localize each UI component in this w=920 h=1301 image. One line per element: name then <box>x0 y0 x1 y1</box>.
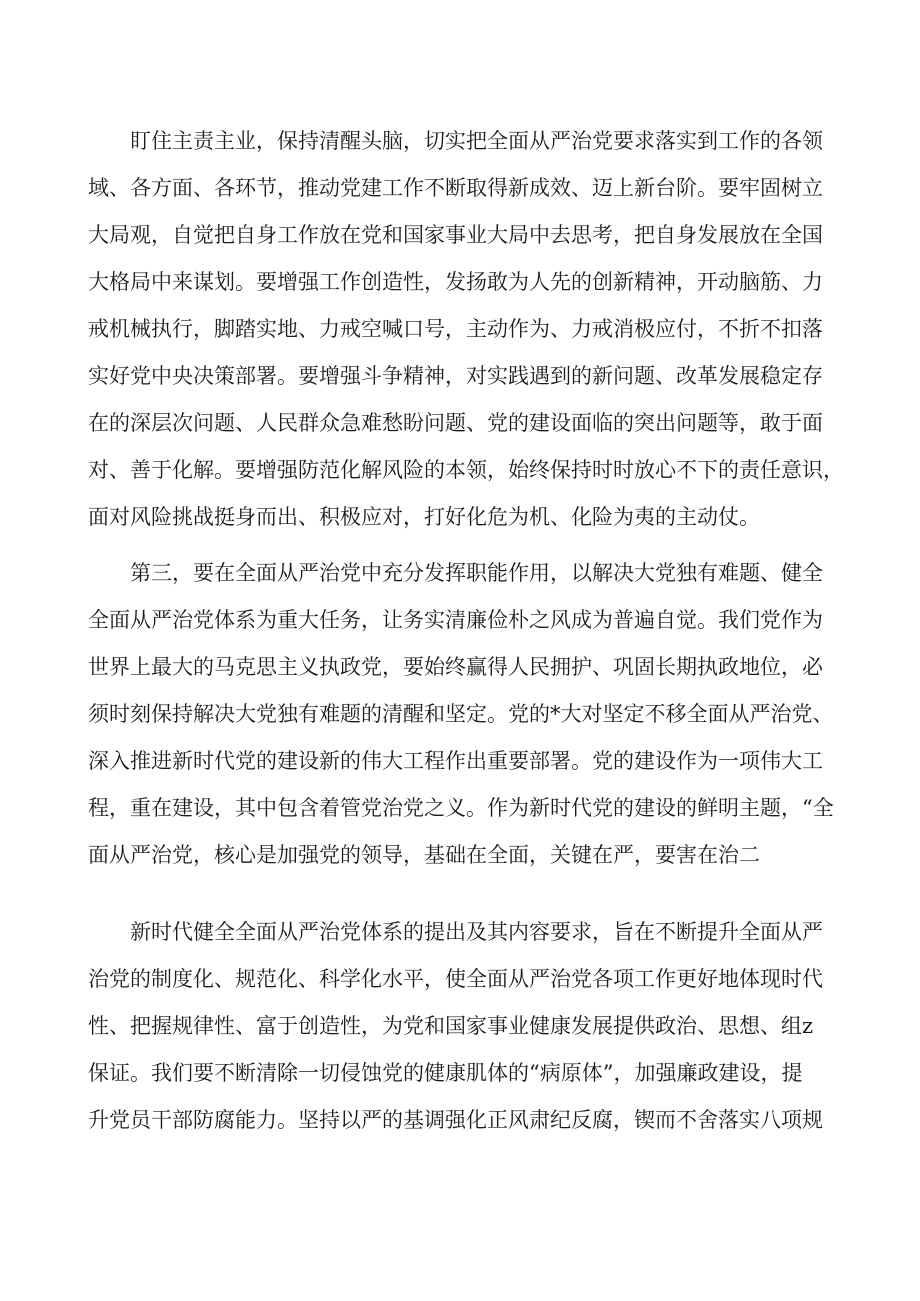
paragraph-3-line-2: 治党的制度化、规范化、科学化水平，使全面从严治党各项工作更好地体现时代 <box>88 967 823 991</box>
paragraph-1-line-7: 在的深层次问题、人民群众急难愁盼问题、党的建设面临的突出问题等，敢于面 <box>88 411 823 435</box>
paragraph-2-line-7: 面从严治党，核心是加强党的领导，基础在全面，关键在严，要害在治二 <box>88 843 760 867</box>
paragraph-2-line-1: 第三，要在全面从严治党中充分发挥职能作用，以解决大党独有难题、健全 <box>130 561 823 585</box>
paragraph-1-line-2: 域、各方面、各环节，推动党建工作不断取得新成效、迈上新台阶。要牢固树立 <box>88 176 823 200</box>
paragraph-1-line-6: 实好党中央决策部署。要增强斗争精神，对实践遇到的新问题、改革发展稳定存 <box>88 364 823 388</box>
paragraph-3-line-3: 性、把握规律性、富于创造性，为党和国家事业健康发展提供政治、思想、组z <box>88 1014 814 1038</box>
paragraph-2-line-2: 全面从严治党体系为重大任务，让务实清廉俭朴之风成为普遍自觉。我们党作为 <box>88 608 823 632</box>
paragraph-1-line-9: 面对风险挑战挺身而出、积极应对，打好化危为机、化险为夷的主动仗。 <box>88 505 760 529</box>
paragraph-1-line-5: 戒机械执行，脚踏实地、力戒空喊口号，主动作为、力戒消极应付，不折不扣落 <box>88 317 823 341</box>
paragraph-1-line-3: 大局观，自觉把自身工作放在党和国家事业大局中去思考，把自身发展放在全国 <box>88 223 823 247</box>
paragraph-2-line-5: 深入推进新时代党的建设新的伟大工程作出重要部署。党的建设作为一项伟大工 <box>88 749 823 773</box>
paragraph-1-line-4: 大格局中来谋划。要增强工作创造性，发扬敢为人先的创新精神，开动脑筋、力 <box>88 270 823 294</box>
paragraph-2-line-3: 世界上最大的马克思主义执政党，要始终赢得人民拥护、巩固长期执政地位，必 <box>88 655 823 679</box>
paragraph-3-line-4: 保证。我们要不断清除一切侵蚀党的健康肌体的“病原体”，加强廉政建设，提 <box>88 1061 803 1085</box>
paragraph-2-line-6: 程，重在建设，其中包含着管党治党之义。作为新时代党的建设的鲜明主题，“全 <box>88 796 834 820</box>
paragraph-2-line-4: 须时刻保持解决大党独有难题的清醒和坚定。党的*大对坚定不移全面从严治党、 <box>88 702 834 726</box>
paragraph-1-line-1: 盯住主责主业，保持清醒头脑，切实把全面从严治党要求落实到工作的各领 <box>130 129 823 153</box>
paragraph-3-line-5: 升党员干部防腐能力。坚持以严的基调强化正风肃纪反腐，锲而不舍落实八项规 <box>88 1108 823 1132</box>
paragraph-3-line-1: 新时代健全全面从严治党体系的提出及其内容要求，旨在不断提升全面从严 <box>130 920 823 944</box>
paragraph-1-line-8: 对、善于化解。要增强防范化解风险的本领，始终保持时时放心不下的责任意识， <box>88 458 844 482</box>
